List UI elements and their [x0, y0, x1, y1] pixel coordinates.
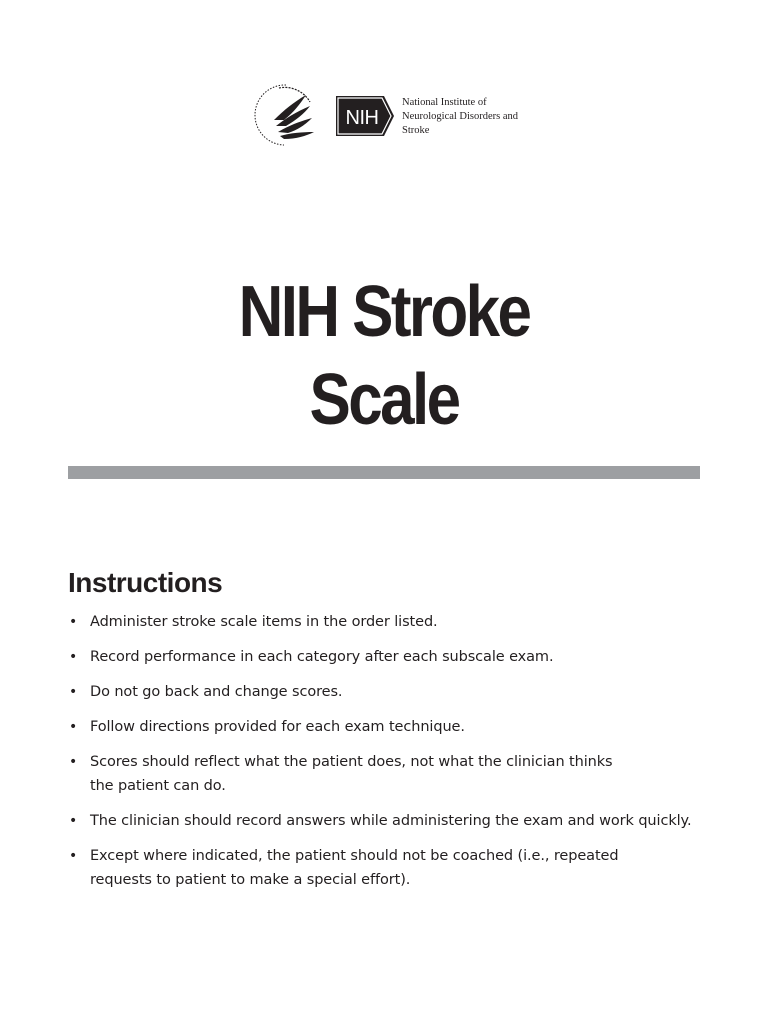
instructions-heading: Instructions: [68, 567, 223, 598]
instructions-list: [68, 610, 728, 892]
list-item: [68, 680, 728, 704]
list-item-text: • Record performance in each category after each subscale exam.: [90, 649, 554, 665]
divider-bar: [68, 466, 700, 479]
header: [254, 80, 554, 156]
list-item: [68, 844, 728, 892]
list-item: [68, 809, 728, 833]
institute-line: Stroke: [402, 125, 430, 136]
institute-line: Neurological Disorders and: [402, 111, 519, 122]
list-item-text: • Except where indicated, the patient should not be coached (i.e., repeated: [90, 848, 619, 864]
hhs-seal-icon: [254, 80, 320, 150]
list-item: [68, 750, 728, 798]
page-title-line: NIH Stroke: [238, 272, 530, 352]
page-title: [54, 268, 714, 444]
list-item-text: • Administer stroke scale items in the order listed.: [90, 614, 438, 630]
list-item-text: • Do not go back and change scores.: [90, 684, 343, 700]
list-item: [68, 715, 728, 739]
institute-name: [402, 96, 562, 138]
institute-line: National Institute of: [402, 97, 487, 108]
list-item-text: • Scores should reflect what the patient does, not what the clinician thinks: [90, 754, 613, 770]
list-item-text: • The clinician should record answers while administering the exam and work quickly.: [90, 813, 692, 829]
page-title-line: Scale: [309, 360, 459, 440]
nih-logo-icon: [336, 95, 396, 137]
list-item: [68, 610, 728, 634]
list-item: [68, 645, 728, 669]
nih-logo-text: NIH: [345, 107, 379, 129]
list-item-text: • Follow directions provided for each exam technique.: [90, 719, 465, 735]
list-item-text: requests to patient to make a special effort).: [90, 872, 411, 888]
list-item-text: the patient can do.: [90, 778, 226, 794]
